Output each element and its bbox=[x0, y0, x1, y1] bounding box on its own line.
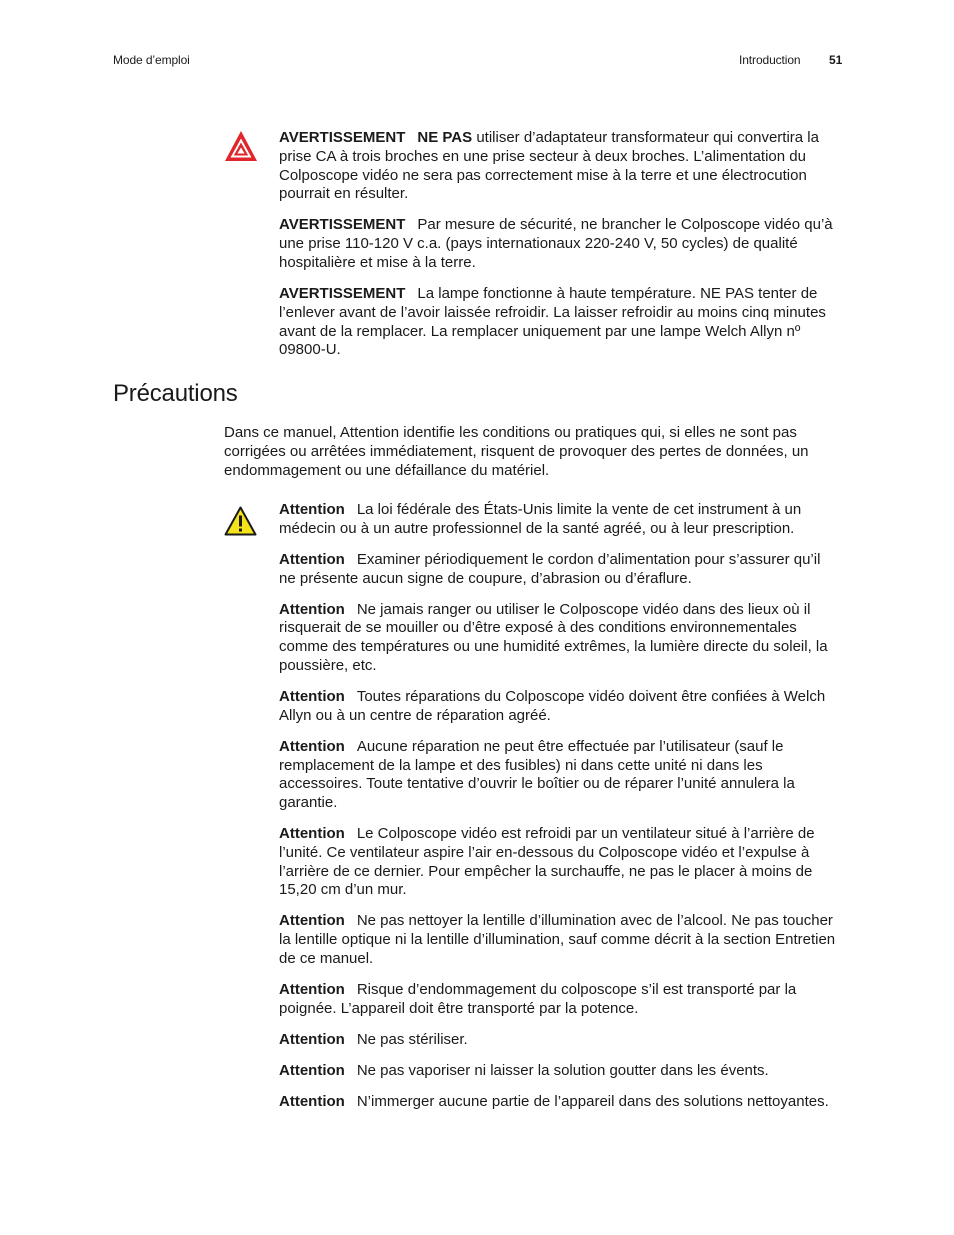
caution-paragraph bbox=[279, 1031, 841, 1050]
caution-label: Attention bbox=[279, 550, 345, 568]
caution-paragraph bbox=[279, 501, 841, 539]
caution-label: Attention bbox=[279, 737, 345, 755]
caution-label: Attention bbox=[279, 1061, 345, 1079]
intro-paragraph: Dans ce manuel, Attention identifie les conditions ou pratiques qui, si elles ne sont pas corrigées ou arrêtées immédiatement, risquent de provoquer des pertes de données, un endommagement ou une défaillance du matériel. bbox=[224, 424, 809, 479]
section-title: Précautions bbox=[113, 380, 238, 407]
caution-text: Ne pas vaporiser ni laisser la solution goutter dans les évents. bbox=[356, 1061, 769, 1079]
caution-text: Ne jamais ranger ou utiliser le Colposcope vidéo dans des lieux où il risquerait de se mouiller ou d’être exposé à des conditions environnementales comme des températures ou une humidité extrêmes, la lumière directe du soleil, la poussière, etc. bbox=[279, 600, 828, 674]
warning-text: Par mesure de sécurité, ne brancher le Colposcope vidéo qu’à une prise 110-120 V c.a. (pays internationaux 220-240 V, 50 cycles) de qualité hospitalière et mise à la terre. bbox=[279, 216, 833, 271]
warnings-list bbox=[279, 129, 841, 360]
warning-emphasis: NE PAS bbox=[417, 129, 473, 146]
caution-label: Attention bbox=[279, 981, 345, 999]
warning-text: utiliser d’adaptateur transformateur qui convertira la prise CA à trois broches en une prise secteur à deux broches. L’alimentation du Colposcope vidéo ne sera pas correctement mise à la terre et une électrocution pourrait en résulter. bbox=[279, 129, 819, 203]
caution-label: Attention bbox=[279, 1030, 345, 1048]
warning-label: AVERTISSEMENT bbox=[279, 129, 406, 146]
warning-label: AVERTISSEMENT bbox=[279, 284, 406, 302]
caution-paragraph bbox=[279, 688, 841, 726]
caution-paragraph bbox=[279, 1093, 841, 1112]
caution-label: Attention bbox=[279, 501, 345, 518]
warning-paragraph bbox=[279, 129, 841, 204]
caution-text: Ne pas stériliser. bbox=[356, 1030, 468, 1048]
caution-text: Risque d’endommagement du colposcope s’il est transporté par la poignée. L’appareil doit être transporté par la potence. bbox=[279, 981, 797, 1017]
warning-label: AVERTISSEMENT bbox=[279, 216, 406, 234]
caution-text: Aucune réparation ne peut être effectuée par l’utilisateur (sauf le remplacement de la lampe et des fusibles) ni dans cette unité ni dans les accessoires. Toute tentative d’ouvrir le boîtier ou de réparer l’unité annulera la garantie. bbox=[279, 737, 795, 812]
caution-label: Attention bbox=[279, 687, 345, 705]
caution-label: Attention bbox=[279, 1092, 345, 1110]
caution-text: La loi fédérale des États-Unis limite la vente de cet instrument à un médecin ou à un autre professionnel de la santé agréé, ou à leur prescription. bbox=[279, 501, 802, 537]
caution-label: Attention bbox=[279, 825, 345, 843]
caution-triangle-icon bbox=[224, 506, 257, 536]
caution-paragraph bbox=[279, 551, 841, 589]
caution-paragraph bbox=[279, 825, 841, 900]
header-section-name: Introduction bbox=[739, 53, 801, 67]
cautions-list bbox=[279, 501, 841, 1112]
warning-paragraph bbox=[279, 216, 841, 272]
caution-label: Attention bbox=[279, 912, 345, 930]
caution-text: Le Colposcope vidéo est refroidi par un ventilateur situé à l’arrière de l’unité. Ce ventilateur aspire l’air en-dessous du Colposcope vidéo et l’expulse à l’arrière de ce dernier. Pour empêcher la surchauffe, ne pas le placer à moins de 15,20 cm d’un mur. bbox=[279, 825, 815, 899]
caution-text: Examiner périodiquement le cordon d’alimentation pour s’assurer qu’il ne présente aucun signe de coupure, d’abrasion ou d’éraflure. bbox=[279, 550, 821, 587]
caution-paragraph bbox=[279, 912, 841, 968]
warning-triangle-icon bbox=[224, 130, 258, 162]
caution-paragraph bbox=[279, 738, 841, 813]
warning-paragraph bbox=[279, 285, 841, 360]
page-number: 51 bbox=[829, 53, 843, 67]
caution-paragraph bbox=[279, 601, 841, 676]
caution-text: Toutes réparations du Colposcope vidéo doivent être confiées à Welch Allyn ou à un centre de réparation agréé. bbox=[279, 687, 826, 724]
header-document-title: Mode d’emploi bbox=[113, 53, 190, 67]
caution-paragraph bbox=[279, 1062, 841, 1081]
caution-label: Attention bbox=[279, 600, 345, 618]
caution-text: Ne pas nettoyer la lentille d’illumination avec de l’alcool. Ne pas toucher la lentille optique ni la lentille d’illumination, sauf comme décrit à la section Entretien de ce manuel. bbox=[279, 912, 836, 968]
caution-text: N’immerger aucune partie de l’appareil dans des solutions nettoyantes. bbox=[356, 1092, 829, 1110]
warning-text: La lampe fonctionne à haute température. NE PAS tenter de l’enlever avant de l’avoir laissée refroidir. La laisser refroidir au moins cinq minutes avant de la remplacer. La remplacer uniquement par une lampe Welch Allyn nº 09800-U. bbox=[279, 284, 826, 359]
caution-paragraph bbox=[279, 981, 841, 1019]
